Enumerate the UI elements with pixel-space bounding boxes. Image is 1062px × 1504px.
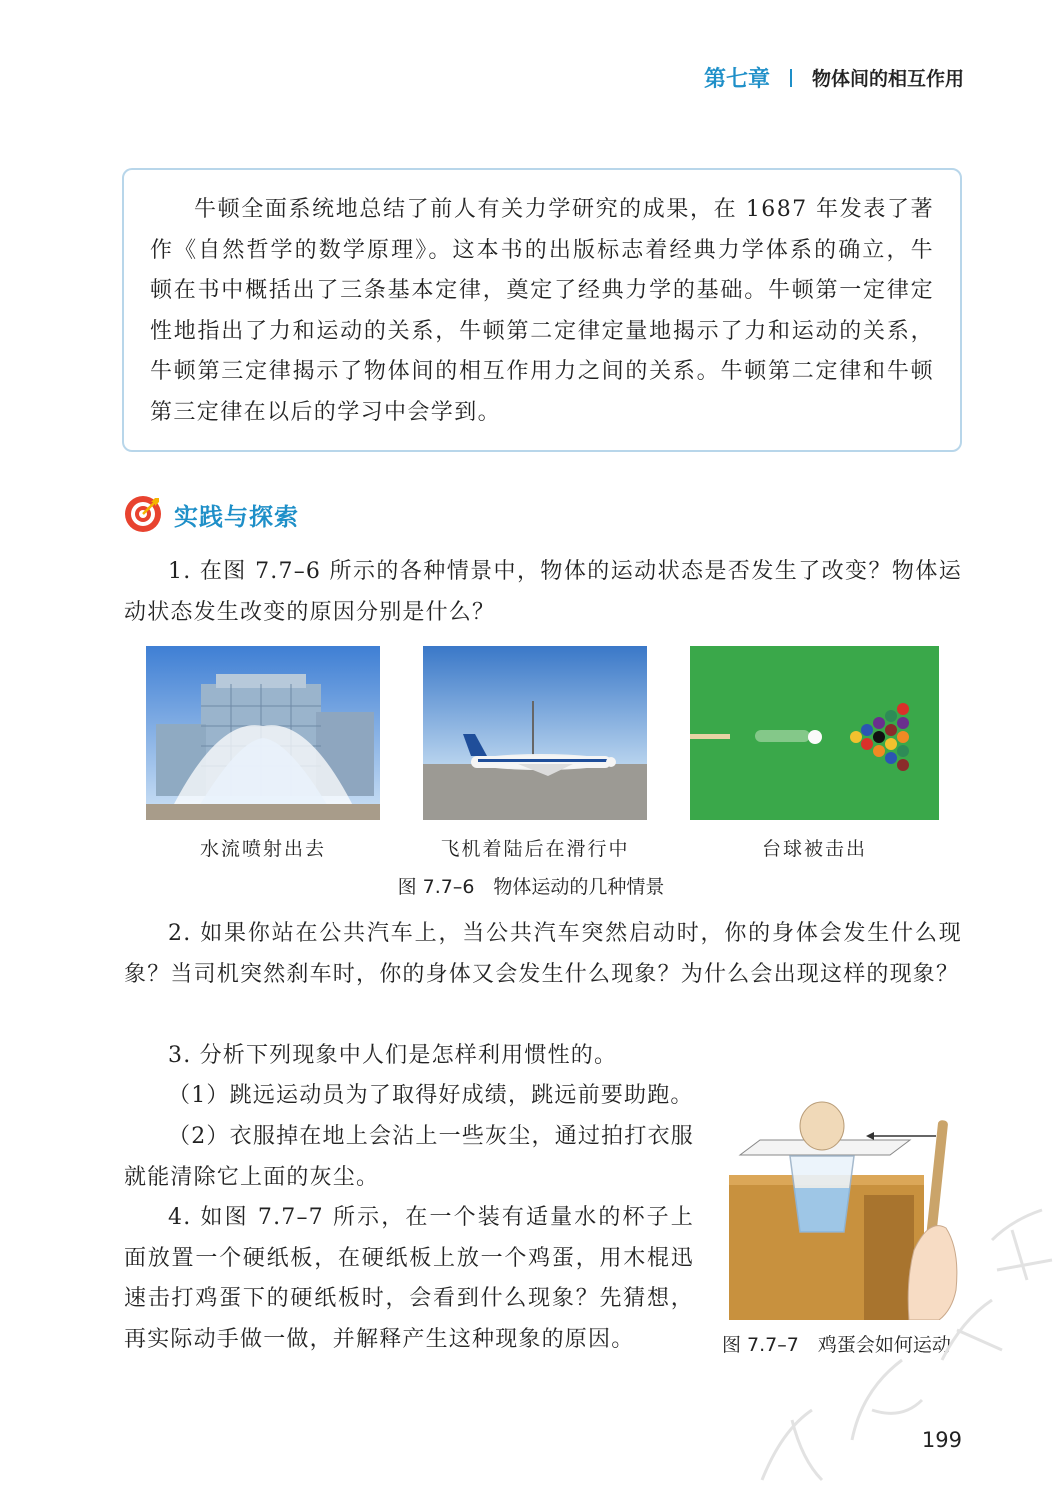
figure-7-7-6-caption: 图 7.7–6 物体运动的几种情景 [397,876,665,898]
question-3-item-1: （1）跳远运动员为了取得好成绩，跳远前要助跑。 [168,1083,694,1108]
question-3-item-2: （2）衣服掉在地上会沾上一些灰尘，通过拍打衣服就能清除它上面的灰尘。 [124,1124,694,1190]
airplane-photo [423,646,647,820]
page-number: 199 [921,1428,962,1452]
billiards-caption: 台球被击出 [761,838,867,860]
chapter-label: 第七章 [703,67,770,92]
header-divider [790,69,792,87]
question-4: 4. 如图 7.7–7 所示，在一个装有适量水的杯子上面放置一个硬纸板，在硬纸板上放一个鸡蛋，用木棍迅速击打鸡蛋下的硬纸板时，会看到什么现象？先猜想，再实际动手做一做，并解释产生这种现象的原因。 [124,1205,694,1352]
section-title: 实践与探索 [174,502,299,531]
newton-info-box [122,168,962,452]
page-header [704,62,964,93]
question-3: 3. 分析下列现象中人们是怎样利用惯性的。 [168,1043,618,1068]
target-icon [124,495,162,533]
question-1: 1. 在图 7.7–6 所示的各种情景中，物体的运动状态是否发生了改变？物体运动状态发生改变的原因分别是什么？ [124,559,962,625]
fountain-photo [146,646,380,820]
chapter-title: 物体间的相互作用 [811,68,964,90]
question-2: 2. 如果你站在公共汽车上，当公共汽车突然启动时，你的身体会发生什么现象？当司机突然刹车时，你的身体又会发生什么现象？为什么会出现这样的现象？ [124,921,962,987]
fountain-caption: 水流喷射出去 [199,838,326,860]
billiards-photo [690,646,939,820]
section-heading [124,495,299,533]
watermark-logo [742,1180,1062,1504]
info-box-text: 牛顿全面系统地总结了前人有关力学研究的成果，在 1687 年发表了著作《自然哲学的数学原理》。这本书的出版标志着经典力学体系的确立，牛顿在书中概括出了三条基本定律，奠定了经典力学的基础。牛顿第一定律定性地指出了力和运动的关系，牛顿第二定律定量地揭示了力和运动的关系，牛顿第三定律揭示了物体间的相互作用力之间的关系。牛顿第二定律和牛顿第三定律在以后的学习中会学到。 [150,197,934,425]
figure-7-7-7-caption: 图 7.7–7 鸡蛋会如何运动 [722,1334,951,1356]
airplane-caption: 飞机着陆后在滑行中 [440,838,630,860]
